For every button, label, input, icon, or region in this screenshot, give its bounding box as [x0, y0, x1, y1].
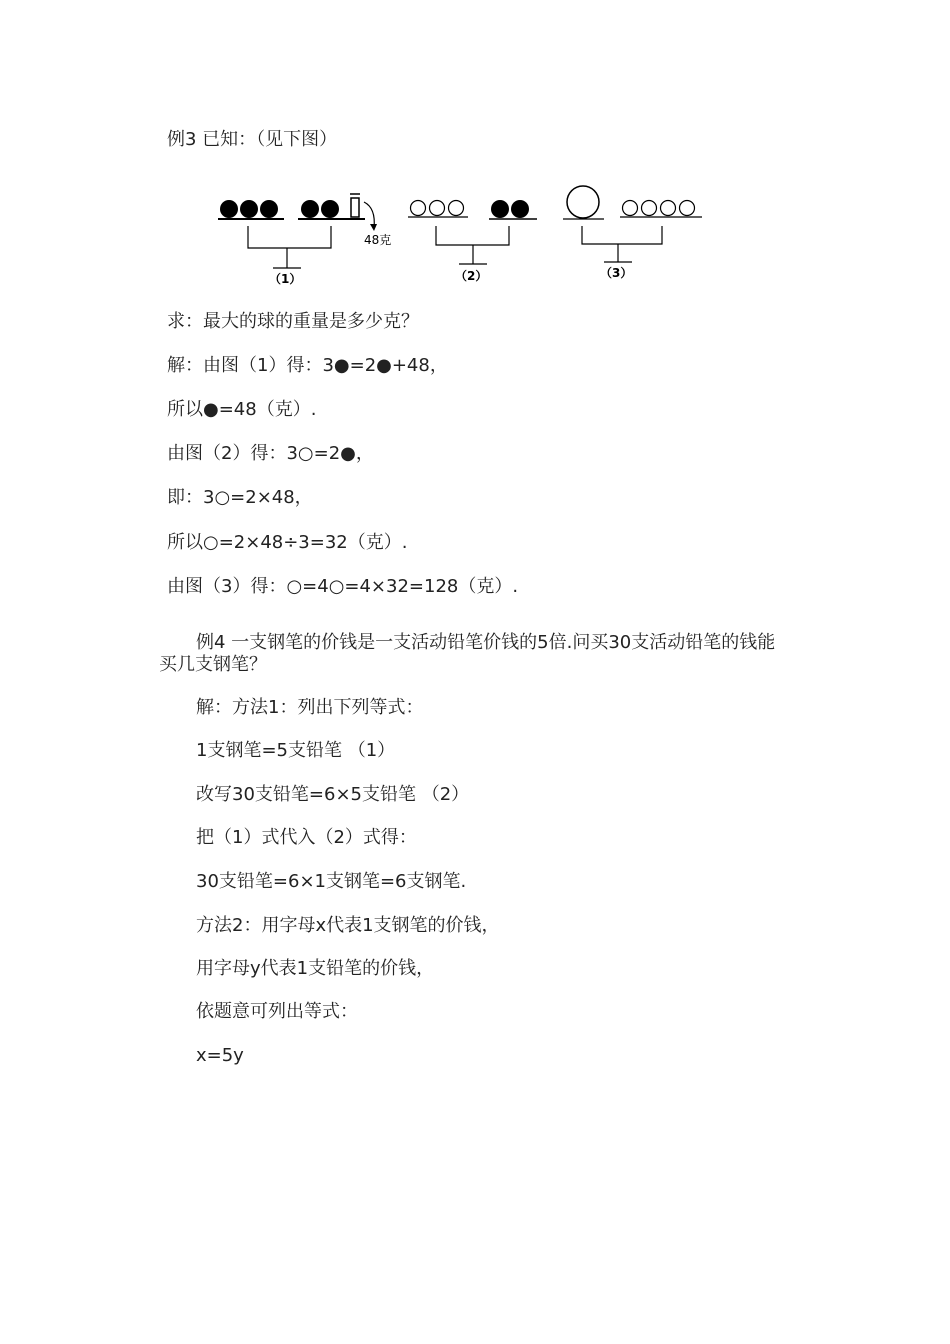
balance-figure [210, 178, 720, 290]
example4-problem: 例4 一支钢笔的价钱是一支活动铅笔价钱的5倍.问买30支活动铅笔的钱能 [196, 632, 776, 653]
figure-label-3: （3） [600, 266, 633, 280]
black-ball [301, 200, 319, 218]
example3-solution-line: 由图（3）得：○=4○=4×32=128（克）. [167, 576, 519, 597]
scale-3 [563, 186, 702, 280]
example3-solution-line: 由图（2）得：3○=2●， [167, 443, 374, 464]
example4-solution-line: 解：方法1：列出下列等式： [196, 697, 424, 718]
example4-solution-line: 30支铅笔=6×1支钢笔=6支钢笔. [196, 871, 467, 892]
scale-2 [408, 200, 537, 283]
scale-1 [218, 194, 391, 286]
black-ball [511, 200, 529, 218]
example3-solution-line: 所以●=48（克）. [167, 399, 317, 420]
example4-solution-line: 把（1）式代入（2）式得： [196, 827, 417, 848]
black-ball [321, 200, 339, 218]
example3-solution-line: 解：由图（1）得：3●=2●+48， [167, 355, 448, 376]
example3-question: 求：最大的球的重量是多少克？ [167, 311, 419, 332]
black-ball [220, 200, 238, 218]
example4-solution-line: 方法2：用字母x代表1支钢笔的价钱， [196, 915, 500, 936]
white-ball [411, 201, 426, 216]
white-ball [430, 201, 445, 216]
example4-solution-line: 依题意可列出等式： [196, 1001, 358, 1022]
weight-block [351, 198, 359, 217]
black-ball [491, 200, 509, 218]
black-ball [260, 200, 278, 218]
example3-solution-line: 所以○=2×48÷3=32（克）. [167, 532, 408, 553]
figure-label-2: （2） [455, 269, 488, 283]
white-ball [661, 201, 676, 216]
example4-problem-cont: 买几支钢笔？ [159, 654, 267, 675]
white-ball [623, 201, 638, 216]
white-ball [642, 201, 657, 216]
big-ball [567, 186, 599, 218]
example3-intro: 例3 已知：（见下图） [167, 129, 338, 150]
weight-label: 48克 [364, 233, 392, 247]
black-ball [240, 200, 258, 218]
white-ball [680, 201, 695, 216]
example4-solution-line: x=5y [196, 1045, 244, 1066]
figure-label-1: （1） [269, 272, 302, 286]
white-ball [449, 201, 464, 216]
example3-solution-line: 即：3○=2×48， [167, 487, 313, 508]
example4-solution-line: 1支钢笔=5支铅笔 （1） [196, 740, 396, 761]
example4-solution-line: 改写30支铅笔=6×5支铅笔 （2） [196, 784, 470, 805]
example4-solution-line: 用字母y代表1支铅笔的价钱， [196, 958, 435, 979]
